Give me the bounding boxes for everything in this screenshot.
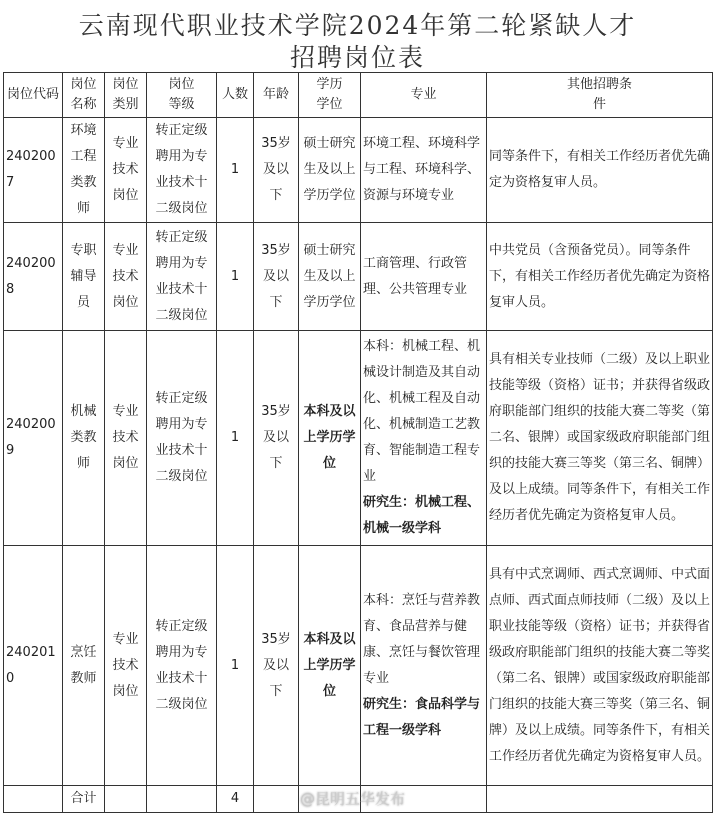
table-row — [4, 118, 713, 223]
position-count: 1 — [217, 331, 254, 546]
age-limit: 35岁及以下 — [254, 546, 299, 786]
position-name: 机械类教师 — [63, 331, 105, 546]
position-name: 烹饪教师 — [63, 546, 105, 786]
header-category: 岗位类别 — [105, 73, 147, 118]
watermark: @昆明五华发布 — [300, 790, 406, 808]
other-requirements: 中共党员（含预备党员）。同等条件下，有相关工作经历者优先确定为资格复审人员。 — [487, 223, 713, 331]
age-limit: 35岁及以下 — [254, 331, 299, 546]
positions-table — [3, 72, 713, 813]
position-name: 专职辅导员 — [63, 223, 105, 331]
major-requirement — [361, 546, 487, 786]
position-category: 专业技术岗位 — [105, 331, 147, 546]
position-level: 转正定级聘用为专业技术十二级岗位 — [147, 546, 217, 786]
major-graduate: 研究生：食品科学与工程一级学科 — [363, 696, 481, 738]
major-undergrad: 本科：烹饪与营养教育、食品营养与健康、烹饪与餐饮管理专业 — [363, 592, 481, 686]
education-requirement: 本科及以上学历学位 — [299, 331, 361, 546]
position-code: 2402008 — [4, 223, 63, 331]
major-undergrad: 本科：机械工程、机械设计制造及其自动化、机械工程及自动化、机械制造工艺教育、智能制造工程专业 — [363, 339, 481, 484]
education-requirement: 硕士研究生及以上学历学位 — [299, 223, 361, 331]
document-subtitle: 招聘岗位表 — [289, 43, 425, 72]
header-other: 其他招聘条件 — [487, 73, 713, 118]
header-name: 岗位名称 — [63, 73, 105, 118]
other-requirements: 具有中式烹调师、西式烹调师、中式面点师、西式面点师技师（二级）及以上职业技能等级（资格）证书；并获得省级政府职能部门组织的技能大赛二等奖（第二名、银牌）或国家级政府职能部门组织的技能大赛三等奖（第三名、铜牌）及以上成绩。同等条件下，有相关工作经历者优先确定为资格复审人员。 — [487, 546, 713, 786]
header-count: 人数 — [217, 73, 254, 118]
position-level: 转正定级聘用为专业技术十二级岗位 — [147, 223, 217, 331]
header-education: 学历学位 — [299, 73, 361, 118]
table-row — [4, 223, 713, 331]
position-category: 专业技术岗位 — [105, 223, 147, 331]
age-limit: 35岁及以下 — [254, 223, 299, 331]
major-requirement — [361, 118, 487, 223]
position-category: 专业技术岗位 — [105, 546, 147, 786]
position-code: 2402009 — [4, 331, 63, 546]
other-requirements: 同等条件下，有相关工作经历者优先确定为资格复审人员。 — [487, 118, 713, 223]
major-undergrad: 工商管理、行政管理、公共管理专业 — [363, 255, 468, 297]
table-header-row — [4, 73, 713, 118]
header-code: 岗位代码 — [4, 73, 63, 118]
age-limit: 35岁及以下 — [254, 118, 299, 223]
position-level: 转正定级聘用为专业技术十二级岗位 — [147, 118, 217, 223]
position-count: 1 — [217, 118, 254, 223]
education-requirement: 本科及以上学历学位 — [299, 546, 361, 786]
education-requirement: 硕士研究生及以上学历学位 — [299, 118, 361, 223]
header-major: 专业 — [361, 73, 487, 118]
position-count: 1 — [217, 223, 254, 331]
other-requirements: 具有相关专业技师（二级）及以上职业技能等级（资格）证书；并获得省级政府职能部门组织的技能大赛二等奖（第二名、银牌）或国家级政府职能部门组织的技能大赛三等奖（第三名、铜牌）及以上成绩。同等条件下，有相关工作经历者优先确定为资格复审人员。 — [487, 331, 713, 546]
major-requirement — [361, 331, 487, 546]
total-label: 合计 — [63, 786, 105, 813]
position-code: 2402010 — [4, 546, 63, 786]
table-row — [4, 546, 713, 786]
position-category: 专业技术岗位 — [105, 118, 147, 223]
position-level: 转正定级聘用为专业技术十二级岗位 — [147, 331, 217, 546]
position-count: 1 — [217, 546, 254, 786]
position-code: 2402007 — [4, 118, 63, 223]
header-age: 年龄 — [254, 73, 299, 118]
major-requirement — [361, 223, 487, 331]
major-graduate: 研究生：机械工程、机械一级学科 — [363, 495, 481, 536]
table-row — [4, 331, 713, 546]
major-undergrad: 环境工程、环境科学与工程、环境科学、资源与环境专业 — [363, 136, 481, 203]
document-title: 云南现代职业技术学院2024年第二轮紧缺人才 — [78, 11, 637, 40]
position-name: 环境工程类教师 — [63, 118, 105, 223]
total-count: 4 — [217, 786, 254, 813]
header-level: 岗位等级 — [147, 73, 217, 118]
